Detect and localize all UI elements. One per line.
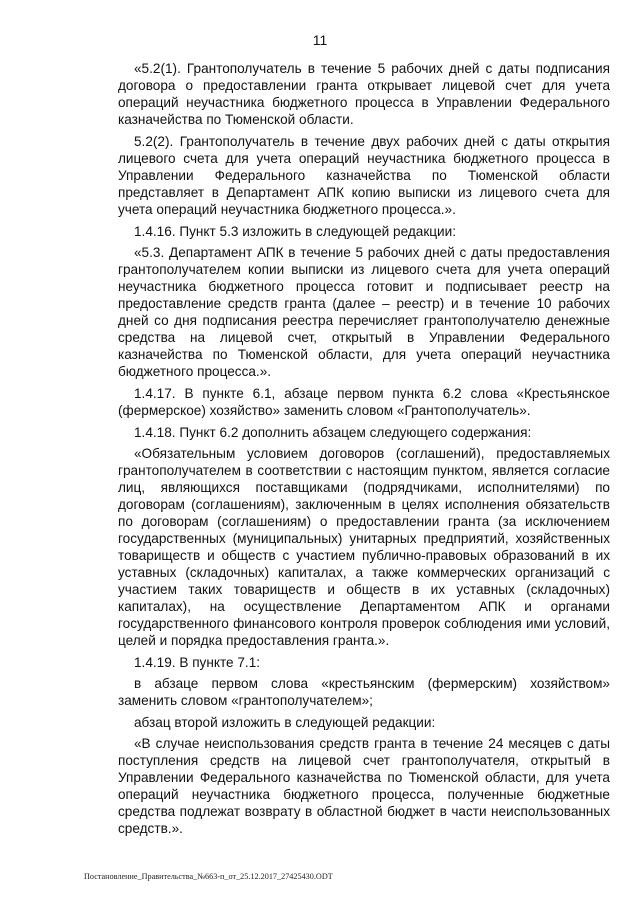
paragraph-1-4-18: 1.4.18. Пункт 6.2 дополнить абзацем следующего содержания:: [134, 425, 532, 440]
paragraph-7-1-second-intro: абзац второй изложить в следующей редакции:: [134, 715, 436, 730]
paragraph-7-1-first: в абзаце первом слова «крестьянским (фермерским) хозяйством» заменить словом «грантополучателем»;: [118, 676, 610, 708]
paragraph-1-4-16: 1.4.16. Пункт 5.3 изложить в следующей редакции:: [134, 224, 457, 239]
page-number: 11: [312, 32, 328, 48]
paragraph-5-3: «5.3. Департамент АПК в течение 5 рабочих дней с даты предоставления грантополучателем копии выписки из лицевого счета для учета операций неучастника бюджетного процесса готовит и подписывает реестр на предоставление средств гранта (далее – реестр) и в течение 10 рабочих дней со дня подписания реестра перечисляет грантополучателю денежные средства на лицевой счет, открытый в Управлении Федерального казначейства по Тюменской области, для учета операций неучастника бюджетного процесса.».: [118, 245, 610, 379]
paragraph-1-4-17: 1.4.17. В пункте 6.1, абзаце первом пункта 6.2 слова «Крестьянское (фермерское) хозяйство» заменить словом «Грантополучатель».: [118, 386, 610, 418]
paragraph-7-1-second-text: «В случае неиспользования средств гранта в течение 24 месяцев с даты поступления средств на лицевой счет грантополучателя, открытый в Управлении Федерального казначейства по Тюменской области, для учета операций неучастника бюджетного процесса, полученные бюджетные средства подлежат возврату в областной бюджет в части неиспользованных средств.».: [118, 736, 610, 836]
paragraph-added-clause: «Обязательным условием договоров (соглашений), предоставляемых грантополучателем в соответствии с настоящим пунктом, является согласие лиц, являющихся поставщиками (подрядчиками, исполнителями) по договорам (соглашениям), заключенным в целях исполнения обязательств по договорам (соглашениям) о предоставлении гранта (за исключением государственных (муниципальных) унитарных предприятий, хозяйственных товариществ и обществ с участием публично-правовых образований в их уставных (складочных) капиталах, а также коммерческих организаций с участием таких товариществ и обществ в их уставных (складочных) капиталах), на осуществление Департаментом АПК и органами государственного финансового контроля проверок соблюдения ими условий, целей и порядка предоставления гранта.».: [118, 446, 610, 648]
paragraph-1-4-19: 1.4.19. В пункте 7.1:: [134, 655, 261, 670]
document-body: [118, 60, 610, 842]
document-footer: Постановление_Правительства_№663-п_от_25.12.2017_27425430.ODT: [84, 872, 333, 881]
paragraph-5-2-1: «5.2(1). Грантополучатель в течение 5 рабочих дней с даты подписания договора о предоставлении гранта открывает лицевой счет для учета операций неучастника бюджетного процесса в Управлении Федерального казначейства по Тюменской области.: [118, 61, 610, 127]
paragraph-5-2-2: 5.2(2). Грантополучатель в течение двух рабочих дней с даты открытия лицевого счета для учета операций неучастника бюджетного процесса в Управлении Федерального казначейства по Тюменской области представляет в Департамент АПК копию выписки из лицевого счета для учета операций неучастника бюджетного процесса.».: [118, 134, 610, 217]
